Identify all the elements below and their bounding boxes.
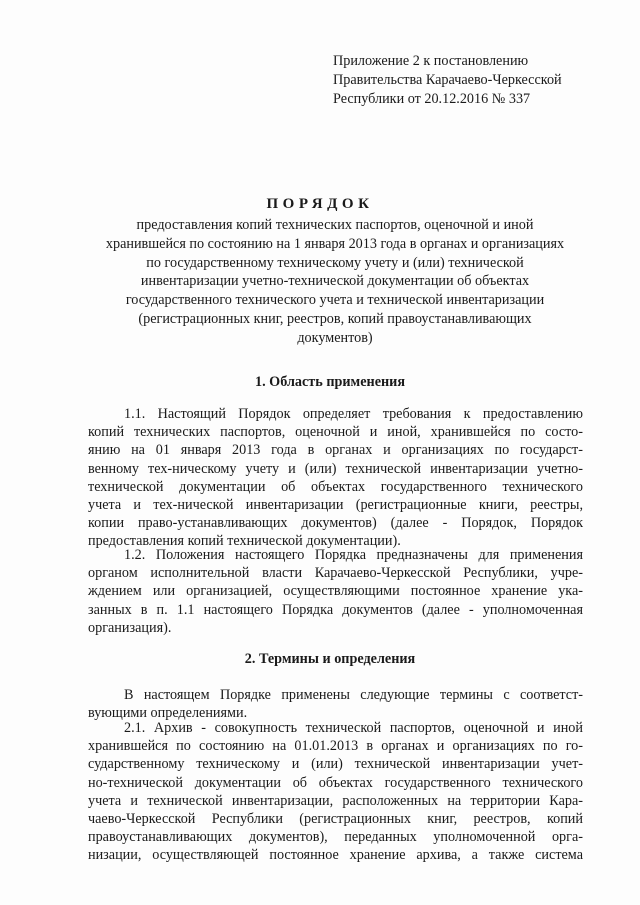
text-line: 2.1. Архив - совокупность технической паспортов, оценочной и иной xyxy=(124,720,583,736)
subtitle-line: документов) xyxy=(297,329,373,346)
text-line: организация). xyxy=(88,619,172,636)
annex-line: Республики от 20.12.2016 № 337 xyxy=(333,91,531,107)
subtitle-line: государственного технического учета и технической инвентаризации xyxy=(125,292,545,309)
section-heading-terms: 2. Термины и определения xyxy=(244,651,416,667)
document-title: ПОРЯДОК xyxy=(266,196,374,212)
text-line: копий технических паспортов, оценочной и иной, хранившейся по состо- xyxy=(88,424,583,441)
paragraph-1-1 xyxy=(88,405,583,551)
text-line: вующими определениями. xyxy=(88,705,248,722)
text-line: правоустанавливающих документов), переданных уполномоченной орга- xyxy=(88,829,583,846)
subtitle-line: (регистрационных книг, реестров, копий правоустанавливающих xyxy=(138,310,532,327)
text-line: копии право-устанавливающих документов) (далее - Порядок, Порядок xyxy=(88,515,583,532)
subtitle-line: хранившейся по состоянию на 1 января 2013 года в органах и организациях xyxy=(105,235,565,252)
annex-note xyxy=(333,52,623,109)
text-line: предоставления копий технической документации). xyxy=(88,533,401,550)
text-line: ждением или организацией, осуществляющими постоянное хранение ука- xyxy=(88,583,583,600)
text-line: хранившейся по состоянию на 01.01.2013 в органах и организациях по го- xyxy=(88,738,583,755)
annex-line: Приложение 2 к постановлению xyxy=(333,53,529,69)
text-line: но-технической документации об объектах государственного технического xyxy=(88,774,583,791)
section-heading-scope: 1. Область применения xyxy=(254,374,406,390)
text-line: учета и технической инвентаризации, расположенных на территории Кара- xyxy=(88,792,583,809)
subtitle-line: предоставления копий технических паспортов, оценочной и иной xyxy=(136,217,534,233)
text-line: венному тех-ническому учету и (или) технической инвентаризации учетно- xyxy=(88,460,583,477)
subtitle-line: по государственному техническому учету и (или) технической xyxy=(146,254,524,271)
annex-line: Правительства Карачаево-Черкесской xyxy=(333,72,562,88)
text-line: В настоящем Порядке применены следующие термины с соответст- xyxy=(124,687,583,703)
paragraph-2-1 xyxy=(88,719,583,865)
text-line: низации, осуществляющей постоянное хранение архива, а также система xyxy=(88,847,583,864)
subtitle-line: инвентаризации учетно-технической документации об объектах xyxy=(140,273,530,290)
text-line: технической документации об объектах государственного технического xyxy=(88,478,583,495)
document-subtitle xyxy=(95,216,575,348)
paragraph-1-2 xyxy=(88,546,583,637)
text-line: сударственному техническому и (или) технической инвентаризации учет- xyxy=(88,756,583,773)
text-line: чаево-Черкесской Республики (регистрационных книг, реестров, копий xyxy=(88,811,583,828)
text-line: 1.2. Положения настоящего Порядка предназначены для применения xyxy=(124,547,583,563)
text-line: янию на 01 января 2013 года в органах и организациях по государст- xyxy=(88,442,583,459)
paragraph-2-intro xyxy=(88,686,583,722)
text-line: занных в п. 1.1 настоящего Порядка документов (далее - уполномоченная xyxy=(88,601,583,618)
text-line: 1.1. Настоящий Порядок определяет требования к предоставлению xyxy=(124,406,583,422)
text-line: учета и тех-нической инвентаризации (регистрационные книги, реестры, xyxy=(88,497,583,514)
text-line: органом исполнительной власти Карачаево-Черкесской Республики, учре- xyxy=(88,565,583,582)
